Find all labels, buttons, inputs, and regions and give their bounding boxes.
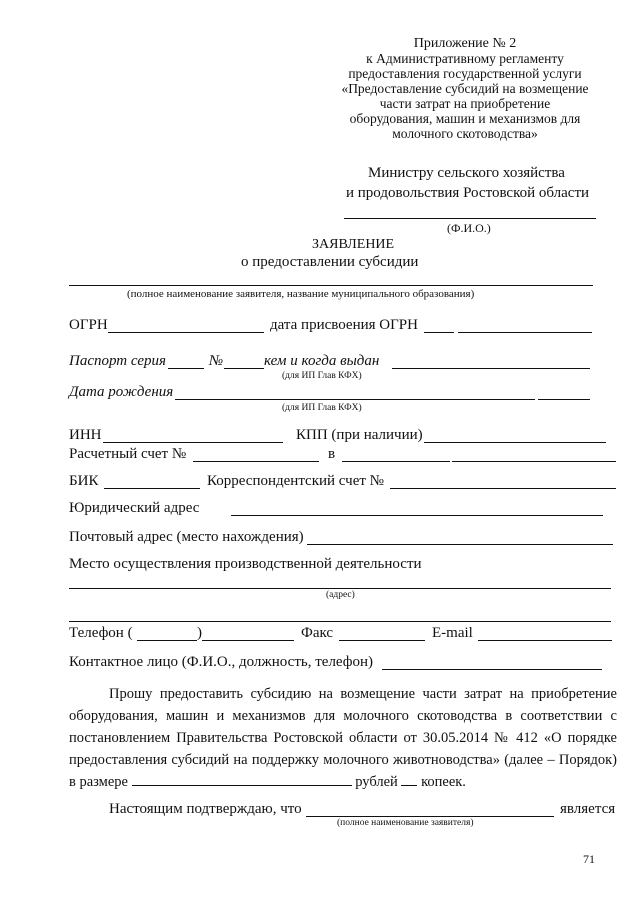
ogrn-date-label: дата присвоения ОГРН (270, 317, 418, 333)
fax-line[interactable] (339, 640, 425, 641)
passport-series-label: Паспорт серия (69, 353, 166, 369)
bik-line[interactable] (104, 488, 200, 489)
fax-label: Факс (301, 625, 334, 641)
legal-address-line[interactable] (231, 515, 603, 516)
passport-no-label: № (209, 353, 224, 369)
rubles-label: рублей (355, 774, 398, 790)
addressee-line-1: Министру сельского хозяйства (368, 165, 565, 181)
bank-line-2[interactable] (452, 461, 616, 462)
production-place-label: Место осуществления производственной деятельности (69, 556, 422, 572)
ogrn-date-line-2[interactable] (458, 332, 592, 333)
request-text: Прошу предоставить субсидию на возмещение части затрат на приобретение оборудования, машин и механизмов для молочного скотоводства в соответствии с постановлением Правительства Ростовской области от 30.05.2014 № 412 «О порядке предоставления субсидий на поддержку молочного животноводства» (далее – Порядок) в размере (69, 686, 617, 790)
kopecks-line[interactable] (401, 772, 417, 786)
inn-line[interactable] (103, 442, 283, 443)
confirm-name-line[interactable] (306, 816, 554, 817)
appendix-block (320, 36, 610, 141)
ip-kfh-caption-2: (для ИП Глав КФХ) (282, 403, 362, 413)
issued-by-label: кем и когда выдан (264, 353, 380, 369)
issued-by-line[interactable] (392, 368, 590, 369)
doc-subtitle: о предоставлении субсидии (241, 254, 419, 270)
account-in-label: в (328, 446, 336, 462)
ogrn-input-line[interactable] (108, 332, 264, 333)
contact-label: Контактное лицо (Ф.И.О., должность, телефон) (69, 654, 374, 670)
fio-line[interactable] (344, 218, 596, 219)
appendix-line: части затрат на приобретение (379, 96, 551, 111)
account-line[interactable] (193, 461, 319, 462)
applicant-name-line[interactable] (69, 285, 593, 286)
fio-caption: (Ф.И.О.) (447, 221, 491, 235)
appendix-line: к Административному регламенту (366, 51, 564, 66)
passport-no-line[interactable] (224, 368, 264, 369)
address-caption: (адрес) (326, 590, 355, 600)
ogrn-date-line-1[interactable] (424, 332, 454, 333)
appendix-line: молочного скотоводства» (392, 126, 538, 141)
corr-account-line[interactable] (390, 488, 616, 489)
request-paragraph (69, 683, 617, 793)
kopecks-label: копеек. (421, 774, 466, 790)
postal-address-label: Почтовый адрес (место нахождения) (69, 529, 304, 545)
applicant-full-caption: (полное наименование заявителя) (337, 818, 474, 828)
doc-title: ЗАЯВЛЕНИЕ (312, 237, 395, 252)
birth-date-label: Дата рождения (69, 384, 174, 400)
appendix-line: предоставления государственной услуги (348, 66, 582, 81)
page-number: 71 (583, 852, 595, 866)
passport-series-line[interactable] (168, 368, 204, 369)
applicant-name-caption: (полное наименование заявителя, название муниципального образования) (127, 288, 475, 300)
amount-line[interactable] (132, 772, 352, 786)
birth-date-line-2[interactable] (538, 399, 590, 400)
birth-date-line[interactable] (175, 399, 535, 400)
production-place-line[interactable] (69, 588, 611, 589)
corr-account-label: Корреспондентский счет № (207, 473, 384, 489)
legal-address-label: Юридический адрес (69, 500, 200, 516)
ip-kfh-caption-1: (для ИП Глав КФХ) (282, 371, 362, 381)
production-place-line-2[interactable] (69, 621, 611, 622)
contact-line[interactable] (382, 669, 602, 670)
postal-address-line[interactable] (307, 544, 613, 545)
account-label: Расчетный счет № (69, 446, 187, 462)
addressee-line-2: и продовольствия Ростовской области (346, 185, 590, 201)
confirm-text: Настоящим подтверждаю, что (109, 801, 302, 817)
phone-line[interactable] (202, 640, 294, 641)
kpp-line[interactable] (424, 442, 606, 443)
phone-close: ) (197, 625, 202, 641)
ogrn-label: ОГРН (69, 317, 108, 333)
phone-code-line[interactable] (137, 640, 197, 641)
kpp-label: КПП (при наличии) (296, 427, 423, 443)
appendix-line: «Предоставление субсидий на возмещение (341, 81, 589, 96)
appendix-line: оборудования, машин и механизмов для (349, 111, 581, 126)
confirm-suffix: является (560, 801, 616, 817)
bik-label: БИК (69, 473, 99, 489)
email-label: E-mail (432, 625, 473, 641)
inn-label: ИНН (69, 427, 102, 443)
bank-line-1[interactable] (342, 461, 450, 462)
phone-label: Телефон ( (69, 625, 133, 641)
email-line[interactable] (478, 640, 612, 641)
appendix-title: Приложение № 2 (413, 36, 517, 51)
